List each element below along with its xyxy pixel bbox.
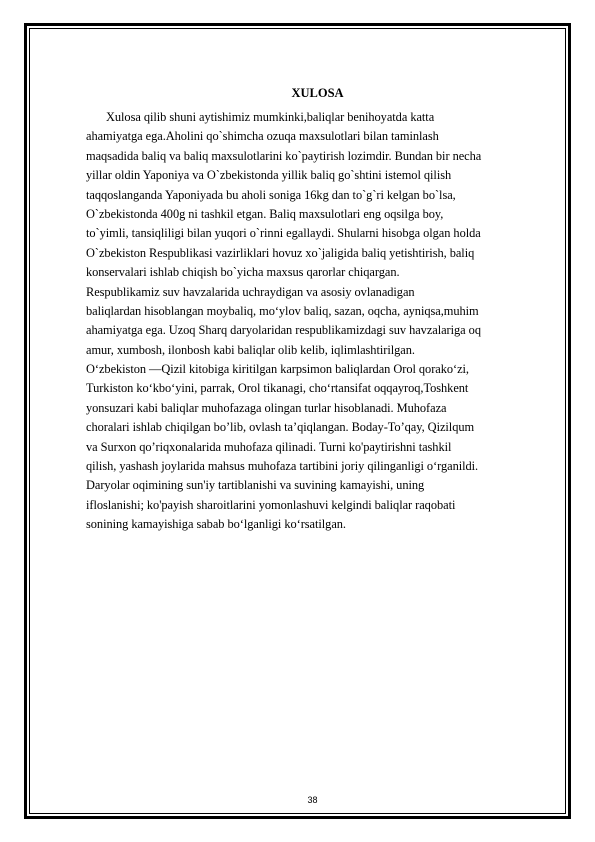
text-line: konservalari ishlab chiqish bo`yicha maxsus qarorlar chiqargan.	[86, 265, 400, 280]
page-number: 38	[307, 795, 318, 805]
text-line: O‘zbekiston ―Qizil kitobiga kiritilgan karpsimon baliqlardan Orol qorako‘zi,	[86, 362, 469, 377]
text-line: qilish, yashash joylarida mahsus muhofaza tartibini joriy qilinganligi o‘rganildi.	[86, 459, 479, 474]
text-line: maqsadida baliq va baliq maxsulotlarini ko`paytirish lozimdir. Bundan bir necha	[86, 148, 482, 163]
text-line: taqqoslanganda Yaponiyada bu aholi soniga 16kg dan to`g`ri kelgan bo`lsa,	[86, 187, 456, 202]
text-line: va Surxon qo’riqxonalarida muhofaza qilinadi. Turni ko'paytirishni tashkil	[86, 439, 452, 454]
text-line: Respublikamiz suv havzalarida uchraydigan va asosiy ovlanadigan	[86, 284, 415, 299]
text-line: amur, xumbosh, ilonbosh kabi baliqlar olib kelib, iqlimlashtirilgan.	[86, 342, 415, 357]
text-line: ifloslanishi; ko'payish sharoitlarini yomonlashuvi kelgindi baliqlar raqobati	[86, 497, 456, 512]
text-line: baliqlardan hisoblangan moybaliq, mo‘ylov baliq, sazan, oqcha, ayniqsa,muhim	[86, 303, 479, 318]
section-title: XULOSA	[291, 86, 344, 100]
text-line: O`zbekistonda 400g ni tashkil etgan. Baliq maxsulotlari eng oqsilga boy,	[86, 206, 444, 221]
text-line: yonsuzari kabi baliqlar muhofazaga olingan turlar hisoblanadi. Muhofaza	[86, 400, 447, 415]
text-line: sonining kamayishiga sabab bo‘lganligi ko‘rsatilgan.	[86, 517, 346, 532]
text-line: Daryolar oqimining sun'iy tartiblanishi va suvining kamayishi, uning	[86, 478, 425, 493]
text-line: yillar oldin Yaponiya va O`zbekistonda yillik baliq go`shtini istemol qilish	[86, 168, 452, 183]
text-line: choralari ishlab chiqilgan bo’lib, ovlash ta’qiqlangan. Boday-To’qay, Qizilqum	[86, 420, 475, 435]
text-line: Turkiston ko‘kbo‘yini, parrak, Orol tikanagi, cho‘rtansifat oqqayroq,Toshkent	[86, 381, 469, 396]
text-line: Xulosa qilib shuni aytishimiz mumkinki,baliqlar benihoyatda katta	[106, 110, 435, 124]
body-text	[86, 108, 541, 535]
text-line: ahamiyatga ega. Uzoq Sharq daryolaridan respublikamizdagi suv havzalariga oq	[86, 323, 481, 338]
text-line: O`zbekiston Respublikasi vazirliklari hovuz xo`jaligida baliq yetishtirish, baliq	[86, 245, 475, 260]
text-line: to`yimli, tansiqliligi bilan yuqori o`rinni egallaydi. Shularni hisobga olgan holda	[86, 226, 481, 241]
text-line: ahamiyatga ega.Aholini qo`shimcha ozuqa maxsulotlari bilan taminlash	[86, 129, 439, 144]
